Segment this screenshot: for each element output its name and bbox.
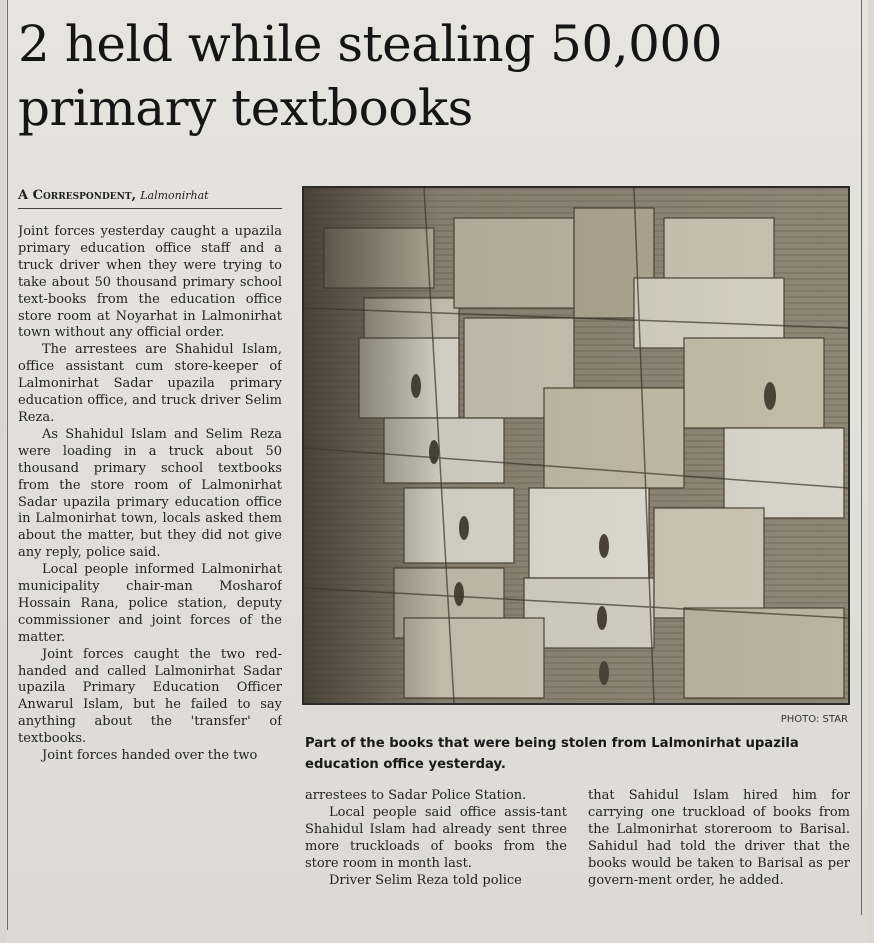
photo-caption: Part of the books that were being stolen from Lalmonirhat upazila education office yesterday.	[305, 736, 799, 772]
paragraph: that Sahidul Islam hired him for carrying one truckload of books from the Lalmonirhat storeroom to Barisal. Sahidul had told the driver that the books would be taken to Barisal as per govern-ment order, he added.	[588, 788, 850, 888]
paragraph: Local people said office assis-tant Shahidul Islam had already sent three more truckloads of books from the store room in month last.	[305, 804, 567, 871]
paragraph: Joint forces caught the two red-handed and called Lalmonirhat Sadar upazila Primary Education Officer Anwarul Islam, but he failed to say anything about the 'transfer' of textbooks.	[18, 646, 282, 747]
column-rule-right	[861, 0, 862, 915]
textbooks-photo	[302, 186, 850, 705]
article-column-2	[305, 788, 567, 923]
paragraph: As Shahidul Islam and Selim Reza were loading in a truck about 50 thousand primary school textbooks from the store room of Lalmonirhat Sadar upazila primary education office in Lalmonirhat town, locals asked them about the matter, but they did not give any reply, police said.	[18, 426, 282, 561]
column-rule-left	[7, 0, 8, 930]
article-column-1	[18, 224, 282, 924]
byline-author: A Correspondent,	[18, 188, 137, 203]
paragraph: arrestees to Sadar Police Station.	[305, 788, 527, 803]
paragraph: The arrestees are Shahidul Islam, office assistant cum store-keeper of Lalmonirhat Sadar upazila primary education office, and truck driver Selim Reza.	[18, 342, 282, 425]
paragraph: Local people informed Lalmonirhat municipality chair-man Mosharof Hossain Rana, police station, deputy commissioner and joint forces of the matter.	[18, 562, 282, 645]
article-column-3	[588, 788, 850, 923]
paragraph: Driver Selim Reza told police	[329, 872, 522, 888]
headline: 2 held while stealing 50,000 primary textbooks	[18, 15, 723, 137]
photo-illustration	[304, 188, 848, 703]
paragraph: Joint forces handed over the two	[42, 748, 258, 764]
byline-location: Lalmonirhat	[140, 189, 209, 202]
photo-credit: PHOTO: STAR	[780, 714, 848, 725]
paragraph: Joint forces yesterday caught a upazila primary education office staff and a truck driver when they were trying to take about 50 thousand primary school text-books from the education office store room at Noyarhat in Lalmonirhat town without any official order.	[18, 224, 282, 341]
byline	[18, 188, 282, 209]
